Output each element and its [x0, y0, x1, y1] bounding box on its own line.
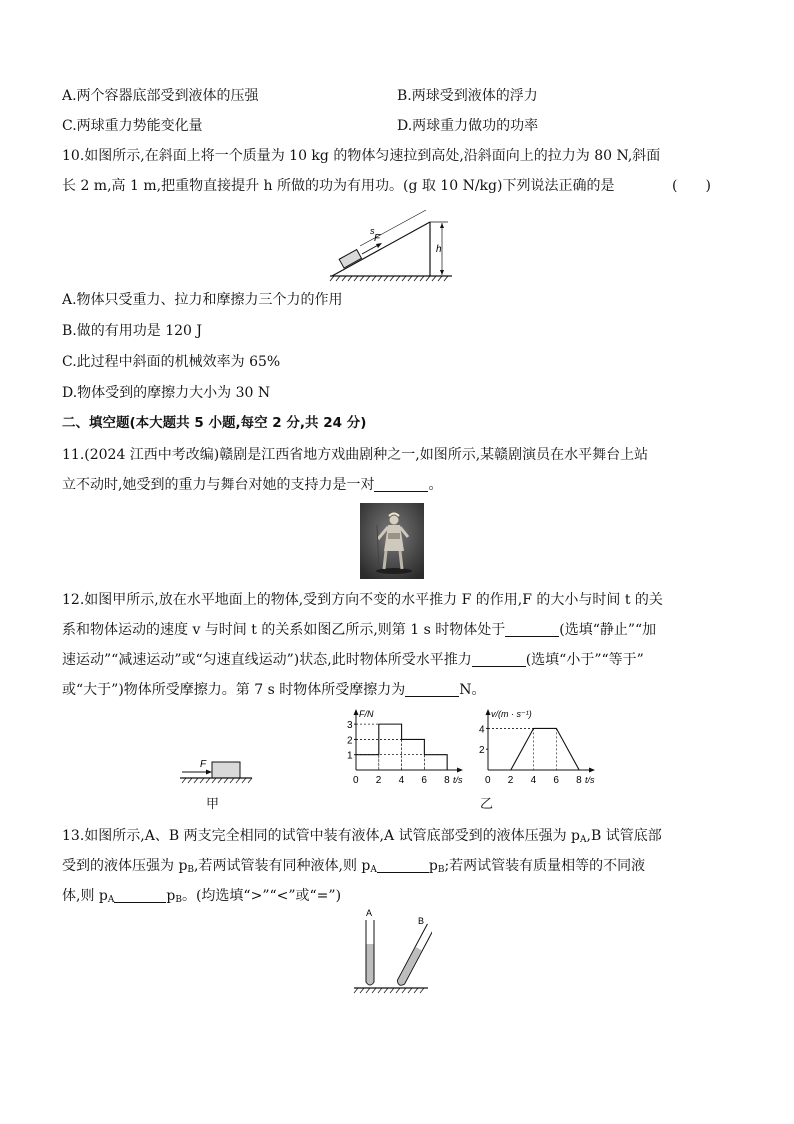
q12-text-b: (选填“静止”“加 [559, 622, 657, 638]
q10-option-d: D.物体受到的摩擦力大小为 30 N [62, 385, 271, 401]
chart0-x-axis-arrow [457, 768, 463, 773]
chart0-x-tick-2: 4 [398, 775, 405, 786]
q10-answer-paren: ( ) [672, 178, 711, 194]
q13-stem-line1 [62, 826, 662, 850]
q10-option-b: B.做的有用功是 120 J [62, 323, 202, 339]
q12-answer-blank-1[interactable] [505, 622, 559, 637]
chart0-y-axis-arrow [354, 709, 359, 715]
push-force-label: F [200, 759, 207, 770]
q13-sub-b: B [187, 865, 195, 875]
q13-answer-blank-2[interactable] [114, 888, 166, 903]
height-label: h [436, 244, 442, 255]
q12-text-d: (选填“小于”“等于” [525, 652, 644, 668]
q13-sub-a: A [580, 835, 587, 845]
tube-b-label: B [418, 916, 425, 926]
q12-text-c: 速运动”“减速运动”或“匀速直线运动”)状态,此时物体所受水平推力 [62, 652, 472, 668]
q11-stem-line2 [62, 475, 442, 495]
q12-text-e: 或“大于”)物体所受摩擦力。第 7 s 时物体所受摩擦力为 [62, 682, 406, 698]
q11-answer-blank[interactable] [374, 477, 428, 492]
q13-sub-a2: A [370, 865, 377, 875]
force-time-chart [340, 704, 470, 796]
chart1-x-tick-2: 4 [530, 775, 537, 786]
chart0-x-tick-0: 0 [353, 775, 359, 786]
q11-text-end: 。 [428, 477, 443, 493]
chart0-x-tick-3: 6 [421, 775, 427, 786]
q12-answer-blank-2[interactable] [472, 652, 526, 667]
q13-stem-line2: 受到的液体压强为 $p_B$,若两试管装有同种液体,则 $p_A$ $p_B$;若两试管装有质量相等的不同液 [62, 858, 646, 875]
chart0-x-tick-1: 2 [375, 775, 382, 786]
section-heading: 二、填空题(本大题共 5 小题,每空 2 分,共 24 分) [62, 415, 367, 431]
chart1-y-axis-arrow [486, 709, 491, 715]
q12-stem-line2 [62, 620, 656, 640]
chart1-x-tick-1: 2 [507, 775, 514, 786]
q10-option-c: C.此过程中斜面的机械效率为 65% [62, 354, 281, 370]
chart1-y-axis-label: v/(m · s⁻¹) [491, 709, 532, 719]
chart1-x-axis-arrow [589, 768, 595, 773]
q12-answer-blank-3[interactable] [405, 682, 459, 697]
q13-stem-line3: 体,则 $p_A$ $p_B$。(均选填“>”“<”或“=”) [62, 888, 342, 905]
velocity-time-chart [466, 704, 610, 796]
q13-text-f: 体,则 p [62, 888, 108, 904]
q9-option-b: B.两球受到液体的浮力 [397, 88, 538, 104]
chart0-y-axis-label: F/N [359, 709, 374, 719]
q13-sub-a3: A [107, 895, 115, 905]
q12-stem-line3 [62, 650, 644, 670]
q12-stem-line4 [62, 680, 485, 700]
chart1-x-tick-3: 6 [553, 775, 559, 786]
q13-sub-b3: B [175, 895, 182, 905]
distance-label: s [370, 226, 375, 236]
q13-sub-b2: B [437, 865, 445, 875]
chart1-x-tick-0: 0 [485, 775, 491, 786]
tube-a-label: A [366, 908, 373, 918]
test-tubes-figure [350, 906, 432, 996]
q13-text-a: 13.如图所示,A、B 两支完全相同的试管中装有液体,A 试管底部受到的液体压强为 p [62, 828, 580, 844]
pushed-block-figure [180, 754, 254, 788]
q13-text-b: ,B 试管底部 [586, 828, 662, 844]
opera-performer-photo [360, 503, 424, 579]
chart1-x-tick-4: 8 [576, 775, 582, 786]
q10-stem-line1: 10.如图所示,在斜面上将一个质量为 10 kg 的物体匀速拉到高处,沿斜面向上的拉力为 80 N,斜面 [62, 148, 661, 164]
chart1-y-tick-1: 4 [479, 724, 485, 736]
q12-text-a: 系和物体运动的速度 v 与时间 t 的关系如图乙所示,则第 1 s 时物体处于 [62, 622, 506, 638]
figure-jia-caption: 甲 [206, 796, 220, 811]
chart1-x-axis-label: t/s [585, 775, 595, 785]
q13-text-c: 受到的液体压强为 p [62, 858, 188, 874]
q9-option-d: D.两球重力做功的功率 [397, 118, 539, 134]
q13-answer-blank-1[interactable] [377, 858, 429, 873]
chart0-y-tick-1: 2 [347, 735, 353, 747]
chart1-y-tick-0: 2 [479, 745, 485, 757]
q9-option-a: A.两个容器底部受到液体的压强 [62, 88, 259, 104]
q12-stem-line1: 12.如图甲所示,放在水平地面上的物体,受到方向不变的水平推力 F 的作用,F 的大小与时间 t 的关 [62, 592, 663, 608]
q13-text-d: ,若两试管装有同种液体,则 p [194, 858, 371, 874]
chart0-y-tick-0: 1 [347, 750, 353, 762]
q11-text: 立不动时,她受到的重力与舞台对她的支持力是一对 [62, 477, 375, 493]
incline-figure [326, 210, 456, 284]
figure-yi-caption: 乙 [480, 796, 494, 811]
q9-option-c: C.两球重力势能变化量 [62, 118, 203, 134]
q13-text-e: ;若两试管装有质量相等的不同液 [444, 858, 646, 874]
force-label: F [374, 233, 381, 244]
q10-stem-line2: 长 2 m,高 1 m,把重物直接提升 h 所做的功为有用功。(g 取 10 N/kg)下列说法正确的是 [62, 178, 615, 194]
chart0-x-axis-label: t/s [453, 775, 463, 785]
q13-text-g: 。(均选填“>”“<”或“=”) [181, 888, 342, 904]
chart0-x-tick-4: 8 [444, 775, 450, 786]
q12-text-f: N。 [459, 682, 486, 698]
q11-stem-line1: 11.(2024 江西中考改编)赣剧是江西省地方戏曲剧种之一,如图所示,某赣剧演员在水平舞台上站 [62, 447, 649, 463]
chart0-series-line [356, 724, 447, 770]
q10-option-a: A.物体只受重力、拉力和摩擦力三个力的作用 [62, 292, 343, 308]
chart0-y-tick-2: 3 [347, 720, 353, 732]
